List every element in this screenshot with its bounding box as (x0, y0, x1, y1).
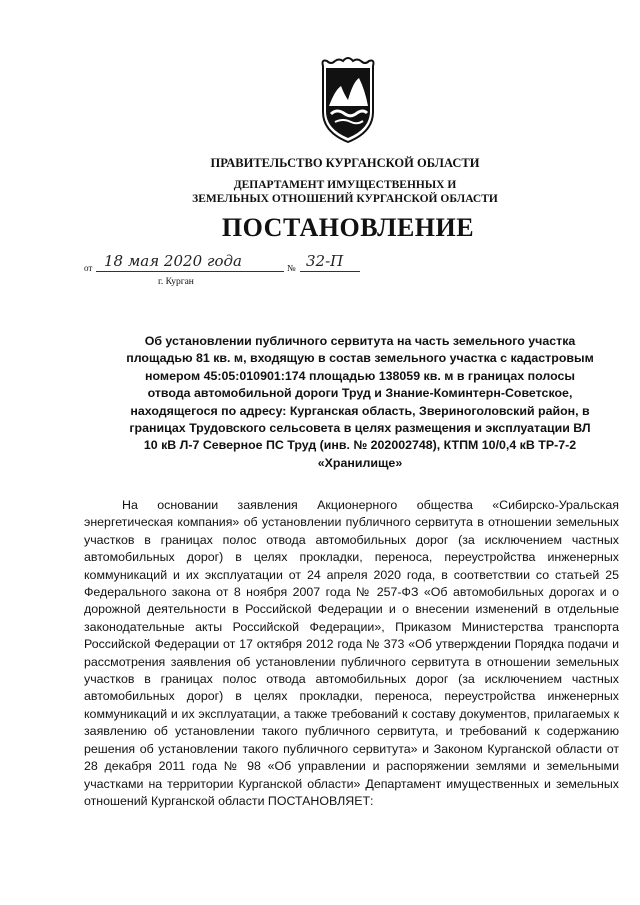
subject-line: площадью 81 кв. м, входящую в состав земельного участка с кадастровым (126, 351, 594, 366)
department-name-line2: ЗЕМЕЛЬНЫХ ОТНОШЕНИЙ КУРГАНСКОЙ ОБЛАСТИ (192, 193, 498, 205)
number-underline (300, 271, 360, 272)
date-underline (96, 271, 284, 272)
subject-line: границах Трудовского сельсовета в целях размещения и эксплуатации ВЛ (129, 421, 591, 436)
department-name-line1: ДЕПАРТАМЕНТ ИМУЩЕСТВЕННЫХ И (233, 179, 457, 191)
subject-line: «Хранилище» (317, 455, 403, 470)
number-label: № (287, 263, 296, 273)
government-name: ПРАВИТЕЛЬСТВО КУРГАНСКОЙ ОБЛАСТИ (210, 156, 480, 170)
subject-line: находящегося по адресу: Курганская область, Звериноголовский район, в (130, 403, 590, 418)
body-paragraph: На основании заявления Акционерного общества «Сибирско-Уральская энергетическая компания» об установлении публичного сервитута в отношении земельных участков в границах полос отвода автомобильных дорог (за исключением частных автомобильных дорог) в целях прокладки, переноса, переустройства инженерных коммуникаций и их эксплуатации от 24 апреля 2020 года, в соответствии со статьей 25 Федерального закона от 8 ноября 2007 года № 257-ФЗ «Об автомобильных дорогах и о дорожной деятельности в Российской Федерации и о внесении изменений в отдельные законодательные акты Российской Федерации», Приказом Министерства транспорта Российской Федерации от 17 октября 2012 года № 373 «Об утверждении Порядка подачи и рассмотрения заявления об установлении публичного сервитута в отношении земельных участков в границах полос отвода автомобильных дорог (за исключением частных автомобильных дорог) в целях прокладки, переноса, переустройства инженерных коммуникаций и их эксплуатации, а также требований к составу документов, прилагаемых к заявлению об установлении такого публичного сервитута, и требований к содержанию решения об установлении такого публичного сервитута» и Законом Курганской области от 28 декабря 2011 года № 98 «Об управлении и распоряжении землями и земельными участками на территории Курганской области» Департамент имущественных и земельных отношений Курганской области ПОСТАНОВЛЯЕТ: (84, 498, 619, 808)
subject-line: отвода автомобильной дороги Труд и Знание-Коминтерн-Советское, (147, 386, 573, 401)
decree-subject (100, 333, 620, 472)
subject-line: номером 45:05:010901:174 площадью 138059 кв. м в границах полосы (145, 368, 575, 383)
city-label: г. Курган (158, 277, 194, 287)
from-label: от (84, 263, 93, 273)
decree-body (84, 497, 619, 810)
handwritten-number: 32-П (306, 252, 344, 270)
subject-line: Об установлении публичного сервитута на часть земельного участка (144, 334, 576, 348)
handwritten-date: 18 мая 2020 года (104, 252, 242, 270)
coat-of-arms-icon (317, 56, 379, 144)
decree-date-number-row (84, 252, 384, 274)
document-type-title: ПОСТАНОВЛЕНИЕ (221, 213, 475, 242)
subject-line: 10 кВ Л-7 Северное ПС Труд (инв. № 202002748), КТПМ 10/0,4 кВ ТР-7-2 (143, 438, 577, 453)
